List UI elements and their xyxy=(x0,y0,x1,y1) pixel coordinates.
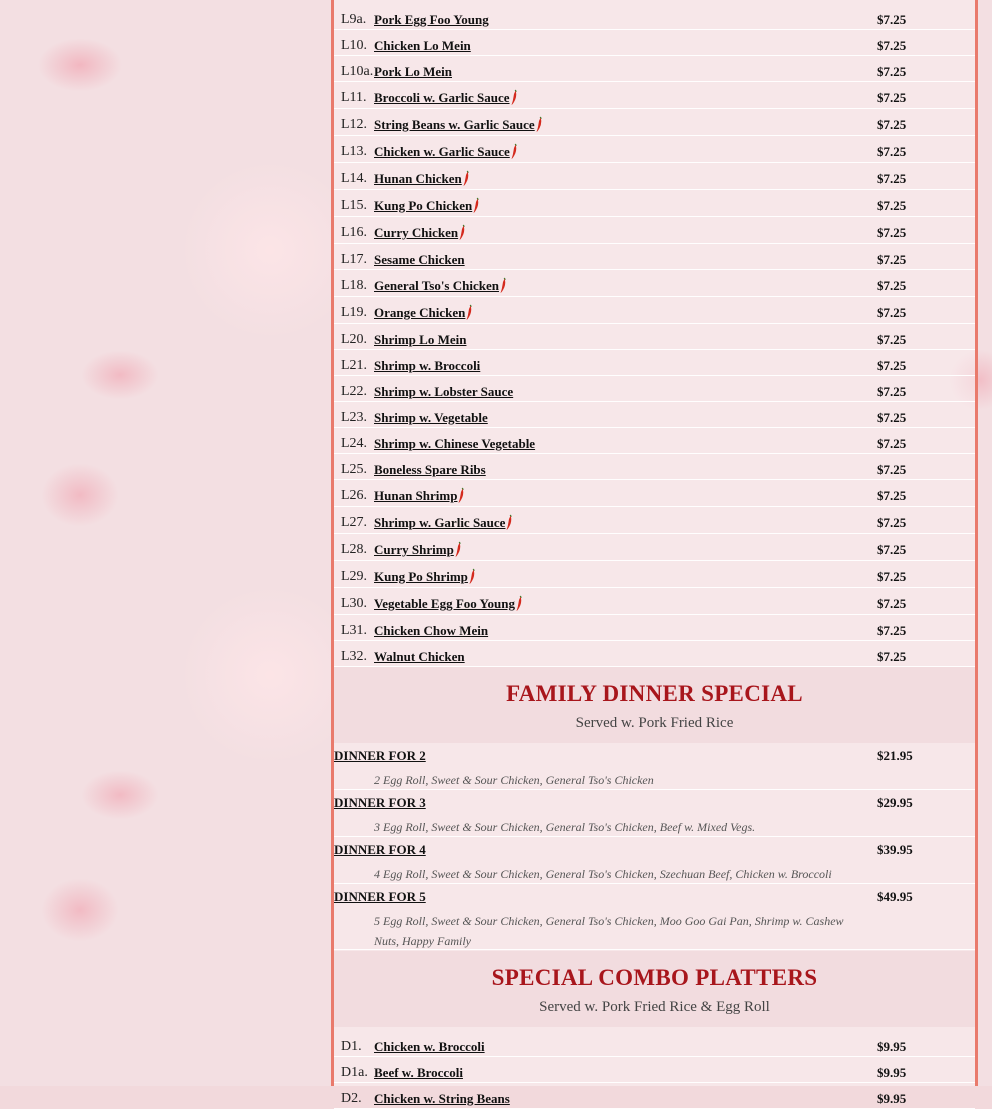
item-name: Vegetable Egg Foo Young xyxy=(374,596,515,611)
item-name-link[interactable] xyxy=(374,332,466,348)
item-name: Shrimp w. Chinese Vegetable xyxy=(374,436,536,451)
item-price: $9.95 xyxy=(877,1039,907,1054)
item-price: $7.25 xyxy=(877,623,907,638)
menu-item-row xyxy=(334,82,975,109)
family-dinner-row xyxy=(334,837,975,884)
item-number: L28. xyxy=(341,542,368,557)
item-price: $7.25 xyxy=(877,38,907,53)
item-number: L16. xyxy=(341,225,368,240)
dinner-price: $21.95 xyxy=(877,748,913,763)
item-price: $7.25 xyxy=(877,198,907,213)
dinner-name-link[interactable]: DINNER FOR 5 xyxy=(334,889,426,904)
item-price: $7.25 xyxy=(877,410,907,425)
item-number: L20. xyxy=(341,332,368,347)
item-name-link[interactable] xyxy=(374,38,471,54)
item-number: L26. xyxy=(341,488,368,503)
item-name: Kung Po Shrimp xyxy=(374,569,468,584)
item-price: $7.25 xyxy=(877,569,907,584)
item-number: D1a. xyxy=(341,1065,368,1080)
combo-list xyxy=(334,1027,975,1109)
dinner-price: $39.95 xyxy=(877,842,913,857)
menu-item-row xyxy=(334,376,975,402)
item-name: Orange Chicken xyxy=(374,305,466,320)
item-name: Chicken Chow Mein xyxy=(374,623,489,638)
dinner-description: 2 Egg Roll, Sweet & Sour Chicken, General Tso's Chicken xyxy=(374,773,654,787)
item-number: L23. xyxy=(341,410,368,425)
item-name-link[interactable] xyxy=(374,488,464,504)
item-price: $7.25 xyxy=(877,542,907,557)
item-name-link[interactable] xyxy=(374,462,486,478)
item-name-link[interactable] xyxy=(374,358,480,374)
item-name: Hunan Chicken xyxy=(374,171,462,186)
chili-pepper-icon xyxy=(516,596,522,611)
item-name: String Beans w. Garlic Sauce xyxy=(374,117,535,132)
item-number: L13. xyxy=(341,144,368,159)
menu-item-row xyxy=(334,588,975,615)
item-name: General Tso's Chicken xyxy=(374,278,499,293)
item-name-link[interactable] xyxy=(374,12,489,28)
item-name-link[interactable] xyxy=(374,225,465,241)
family-dinner-row xyxy=(334,790,975,837)
family-dinner-header xyxy=(334,667,975,743)
section-subtitle: Served w. Pork Fried Rice & Egg Roll xyxy=(539,999,770,1015)
item-name-link[interactable] xyxy=(374,623,488,639)
lunch-list xyxy=(334,0,975,667)
item-name-link[interactable] xyxy=(374,515,512,531)
item-number: L21. xyxy=(341,358,368,373)
item-name: Chicken w. Broccoli xyxy=(374,1039,485,1054)
chili-pepper-icon xyxy=(473,198,479,213)
combo-platters-header xyxy=(334,951,975,1027)
menu-item-row xyxy=(334,190,975,217)
menu-item-row xyxy=(334,270,975,297)
item-name-link[interactable] xyxy=(374,278,506,294)
item-name-link[interactable] xyxy=(374,1039,485,1055)
item-number: L27. xyxy=(341,515,368,530)
chili-pepper-icon xyxy=(511,90,517,105)
chili-pepper-icon xyxy=(455,542,461,557)
dinner-description: 4 Egg Roll, Sweet & Sour Chicken, General Tso's Chicken, Szechuan Beef, Chicken w. Broccoli xyxy=(374,867,832,881)
item-name-link[interactable] xyxy=(374,171,469,187)
chili-pepper-icon xyxy=(458,488,464,503)
dinner-description: 3 Egg Roll, Sweet & Sour Chicken, General Tso's Chicken, Beef w. Mixed Vegs. xyxy=(374,820,756,834)
menu-item-row xyxy=(334,30,975,56)
item-number: L19. xyxy=(341,305,368,320)
dinner-price: $49.95 xyxy=(877,889,913,904)
item-number: L11. xyxy=(341,90,367,105)
item-price: $7.25 xyxy=(877,171,907,186)
item-price: $7.25 xyxy=(877,596,907,611)
item-name-link[interactable] xyxy=(374,410,488,426)
menu-item-row xyxy=(334,350,975,376)
item-name: Broccoli w. Garlic Sauce xyxy=(374,90,510,105)
item-number: L31. xyxy=(341,623,368,638)
item-price: $7.25 xyxy=(877,488,907,503)
item-name-link[interactable] xyxy=(374,198,479,214)
item-number: L10a. xyxy=(341,64,374,79)
item-name: Beef w. Broccoli xyxy=(374,1065,463,1080)
item-name: Chicken w. Garlic Sauce xyxy=(374,144,510,159)
item-number: L15. xyxy=(341,198,368,213)
item-number: L14. xyxy=(341,171,368,186)
item-name: Pork Lo Mein xyxy=(374,64,452,79)
chili-pepper-icon xyxy=(536,117,542,132)
item-name-link[interactable] xyxy=(374,436,535,452)
menu-item-row xyxy=(334,136,975,163)
item-number: L32. xyxy=(341,649,368,664)
menu-item-row xyxy=(334,244,975,270)
item-number: L25. xyxy=(341,462,368,477)
family-dinner-row xyxy=(334,743,975,790)
menu-item-row xyxy=(334,507,975,534)
item-name: Chicken Lo Mein xyxy=(374,38,471,53)
section-title: FAMILY DINNER SPECIAL xyxy=(506,681,803,706)
dinner-name-link[interactable]: DINNER FOR 4 xyxy=(334,842,426,857)
item-number: L24. xyxy=(341,436,368,451)
chili-pepper-icon xyxy=(459,225,465,240)
menu-item-row xyxy=(334,480,975,507)
item-name-link[interactable] xyxy=(374,90,517,106)
item-price: $7.25 xyxy=(877,305,907,320)
menu-item-row xyxy=(334,402,975,428)
item-name: Shrimp w. Broccoli xyxy=(374,358,481,373)
item-price: $7.25 xyxy=(877,252,907,267)
item-name-link[interactable] xyxy=(374,596,522,612)
menu-item-row xyxy=(334,4,975,30)
item-number: D1. xyxy=(341,1039,362,1054)
item-name: Chicken w. String Beans xyxy=(374,1091,510,1106)
item-name-link[interactable] xyxy=(374,252,465,268)
menu-item-row xyxy=(334,297,975,324)
item-name: Walnut Chicken xyxy=(374,649,465,664)
item-number: L18. xyxy=(341,278,368,293)
dinner-name-link[interactable]: DINNER FOR 2 xyxy=(334,748,426,763)
item-price: $7.25 xyxy=(877,117,907,132)
item-number: D2. xyxy=(341,1091,362,1106)
item-price: $7.25 xyxy=(877,225,907,240)
chili-pepper-icon xyxy=(469,569,475,584)
item-name: Pork Egg Foo Young xyxy=(374,12,489,27)
item-number: L29. xyxy=(341,569,368,584)
item-price: $7.25 xyxy=(877,12,907,27)
menu-item-row xyxy=(334,217,975,244)
item-price: $7.25 xyxy=(877,384,907,399)
item-number: L9a. xyxy=(341,12,367,27)
menu-item-row xyxy=(334,56,975,82)
item-price: $9.95 xyxy=(877,1065,907,1080)
item-name-link[interactable] xyxy=(374,649,465,665)
chili-pepper-icon xyxy=(500,278,506,293)
item-name: Hunan Shrimp xyxy=(374,488,458,503)
item-name: Kung Po Chicken xyxy=(374,198,473,213)
item-price: $7.25 xyxy=(877,332,907,347)
item-number: L17. xyxy=(341,252,368,267)
chili-pepper-icon xyxy=(463,171,469,186)
item-name: Curry Chicken xyxy=(374,225,459,240)
item-name: Curry Shrimp xyxy=(374,542,454,557)
chili-pepper-icon xyxy=(506,515,512,530)
menu-item-row xyxy=(334,109,975,136)
section-title: SPECIAL COMBO PLATTERS xyxy=(491,965,818,990)
item-price: $7.25 xyxy=(877,64,907,79)
item-name-link[interactable] xyxy=(374,384,513,400)
menu-panel xyxy=(331,0,978,1106)
item-price: $7.25 xyxy=(877,462,907,477)
dinner-price: $29.95 xyxy=(877,795,913,810)
item-name: Boneless Spare Ribs xyxy=(374,462,486,477)
item-price: $7.25 xyxy=(877,358,907,373)
family-dinner-list xyxy=(334,743,975,950)
item-number: L22. xyxy=(341,384,368,399)
item-name-link[interactable] xyxy=(374,542,461,558)
menu-item-row xyxy=(334,454,975,480)
menu-item-row xyxy=(334,534,975,561)
item-name-link[interactable] xyxy=(374,64,452,80)
item-number: L10. xyxy=(341,38,368,53)
menu-item-row xyxy=(334,615,975,641)
item-number: L30. xyxy=(341,596,368,611)
item-price: $7.25 xyxy=(877,144,907,159)
item-price: $7.25 xyxy=(877,436,907,451)
menu-item-row xyxy=(334,641,975,667)
menu-item-row xyxy=(334,324,975,350)
item-number: L12. xyxy=(341,117,368,132)
item-name: Shrimp w. Lobster Sauce xyxy=(374,384,514,399)
menu-item-row xyxy=(334,1057,975,1083)
dinner-name-link[interactable]: DINNER FOR 3 xyxy=(334,795,426,810)
item-name: Sesame Chicken xyxy=(374,252,465,267)
chili-pepper-icon xyxy=(466,305,472,320)
menu-item-row xyxy=(334,561,975,588)
menu-item-row xyxy=(334,1031,975,1057)
item-name: Shrimp w. Garlic Sauce xyxy=(374,515,506,530)
item-price: $9.95 xyxy=(877,1091,907,1106)
item-name: Shrimp w. Vegetable xyxy=(374,410,488,425)
chili-pepper-icon xyxy=(511,144,517,159)
item-price: $7.25 xyxy=(877,649,907,664)
item-price: $7.25 xyxy=(877,90,907,105)
item-name-link[interactable] xyxy=(374,1091,510,1107)
item-name-link[interactable] xyxy=(374,1065,463,1081)
family-dinner-row xyxy=(334,884,975,950)
item-name-link[interactable] xyxy=(374,569,475,585)
menu-item-row xyxy=(334,163,975,190)
item-price: $7.25 xyxy=(877,278,907,293)
dinner-description: 5 Egg Roll, Sweet & Sour Chicken, General Tso's Chicken, Moo Goo Gai Pan, Shrimp w. Cashew Nuts, Happy Family xyxy=(374,914,844,948)
section-subtitle: Served w. Pork Fried Rice xyxy=(575,715,734,731)
item-name-link[interactable] xyxy=(374,144,517,160)
item-name: Shrimp Lo Mein xyxy=(374,332,467,347)
item-name-link[interactable] xyxy=(374,117,542,133)
item-price: $7.25 xyxy=(877,515,907,530)
item-name-link[interactable] xyxy=(374,305,472,321)
menu-item-row xyxy=(334,428,975,454)
menu-item-row xyxy=(334,1083,975,1109)
